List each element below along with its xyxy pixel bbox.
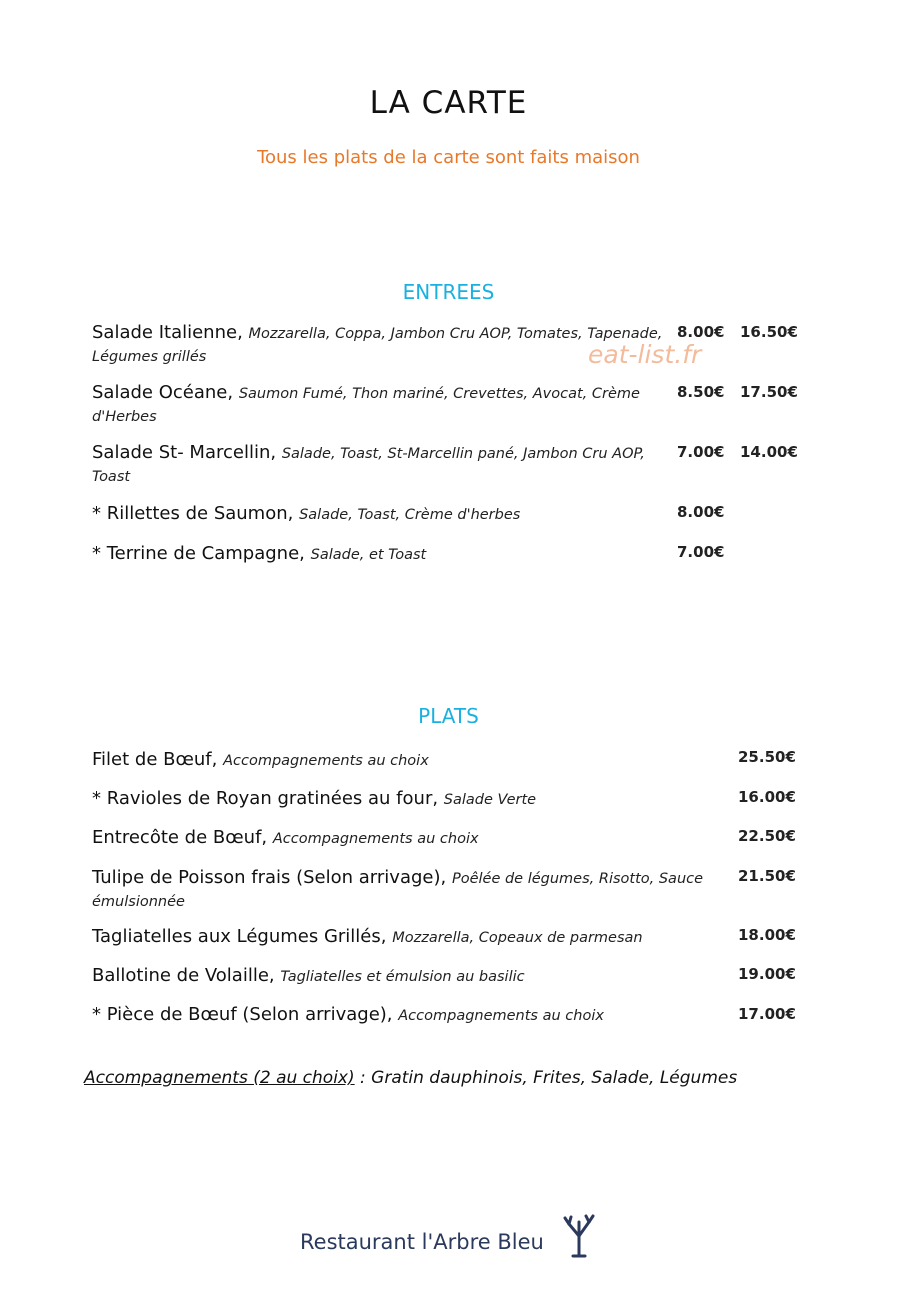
plat-item <box>92 749 717 772</box>
plat-price: 16.00€ <box>738 788 796 806</box>
plat-price: 18.00€ <box>738 926 796 944</box>
entree-desc: Saumon Fumé, Thon mariné, Crevettes, Avocat, Crème d'Herbes <box>92 386 640 425</box>
entree-item <box>92 322 672 368</box>
plat-desc: Accompagnements au choix <box>223 753 429 769</box>
plat-name: Entrecôte de Bœuf, <box>92 827 268 848</box>
entree-name: * Rillettes de Saumon, <box>92 503 294 524</box>
plat-desc: Salade Verte <box>443 792 537 808</box>
entree-name: * Terrine de Campagne, <box>92 543 305 564</box>
entree-name: Salade Italienne, <box>92 322 243 343</box>
plat-name: Ballotine de Volaille, <box>92 965 275 986</box>
accompaniments-label: Accompagnements (2 au choix) <box>84 1068 355 1088</box>
entree-name: Salade St- Marcellin, <box>92 442 277 463</box>
plat-name: Tulipe de Poisson frais (Selon arrivage), <box>92 867 447 888</box>
entree-price-small: 7.00€ <box>677 443 725 461</box>
plat-item <box>92 926 717 949</box>
plat-price: 19.00€ <box>738 965 796 983</box>
plat-desc: Accompagnements au choix <box>398 1008 604 1024</box>
restaurant-name: Restaurant l'Arbre Bleu <box>300 1230 544 1254</box>
menu-subtitle: Tous les plats de la carte sont faits maison <box>257 147 640 168</box>
entree-item <box>92 382 672 428</box>
plat-name: * Pièce de Bœuf (Selon arrivage), <box>92 1004 393 1025</box>
entree-desc: Salade, Toast, Crème d'herbes <box>299 507 521 523</box>
plat-name: Filet de Bœuf, <box>92 749 218 770</box>
plat-desc: Mozzarella, Copeaux de parmesan <box>392 930 643 946</box>
plat-desc: Accompagnements au choix <box>272 831 479 847</box>
plat-desc: Poêlée de légumes, Risotto, Sauce émulsionnée <box>92 871 704 910</box>
plat-price: 22.50€ <box>738 827 796 845</box>
plat-item <box>92 827 717 850</box>
entree-item <box>92 442 672 488</box>
plat-item <box>92 965 717 988</box>
tree-logo-icon <box>562 1214 596 1258</box>
section-title-entrees: ENTREES <box>402 280 495 304</box>
entree-item <box>92 543 672 566</box>
entree-price-large: 16.50€ <box>740 323 798 341</box>
accompaniments-text: : Gratin dauphinois, Frites, Salade, Légumes <box>354 1068 738 1088</box>
entree-price-large: 17.50€ <box>740 383 798 401</box>
plat-desc: Tagliatelles et émulsion au basilic <box>280 969 525 985</box>
entree-desc: Salade, Toast, St-Marcellin pané, Jambon Cru AOP, Toast <box>92 446 645 485</box>
plat-price: 17.00€ <box>738 1005 796 1023</box>
accompaniments-note <box>84 1068 737 1088</box>
entree-desc: Salade, et Toast <box>310 547 427 563</box>
watermark: eat-list.fr <box>588 340 702 369</box>
entree-item <box>92 503 672 526</box>
plat-item <box>92 867 717 913</box>
entree-desc: Mozzarella, Coppa, Jambon Cru AOP, Tomates, Tapenade, Légumes grillés <box>92 326 663 365</box>
entree-price-small: 8.50€ <box>677 383 725 401</box>
plat-item <box>92 1004 717 1027</box>
plat-name: * Ravioles de Royan gratinées au four, <box>92 788 439 809</box>
plat-price: 25.50€ <box>738 748 796 766</box>
section-title-plats: PLATS <box>418 704 479 728</box>
menu-title: LA CARTE <box>369 85 528 121</box>
entree-price-small: 8.00€ <box>677 323 725 341</box>
entree-price-small: 8.00€ <box>677 503 725 521</box>
plat-name: Tagliatelles aux Légumes Grillés, <box>92 926 387 947</box>
plat-price: 21.50€ <box>738 867 796 885</box>
entree-name: Salade Océane, <box>92 382 234 403</box>
entree-price-large: 14.00€ <box>740 443 798 461</box>
plat-item <box>92 788 717 811</box>
entree-price-small: 7.00€ <box>677 543 725 561</box>
